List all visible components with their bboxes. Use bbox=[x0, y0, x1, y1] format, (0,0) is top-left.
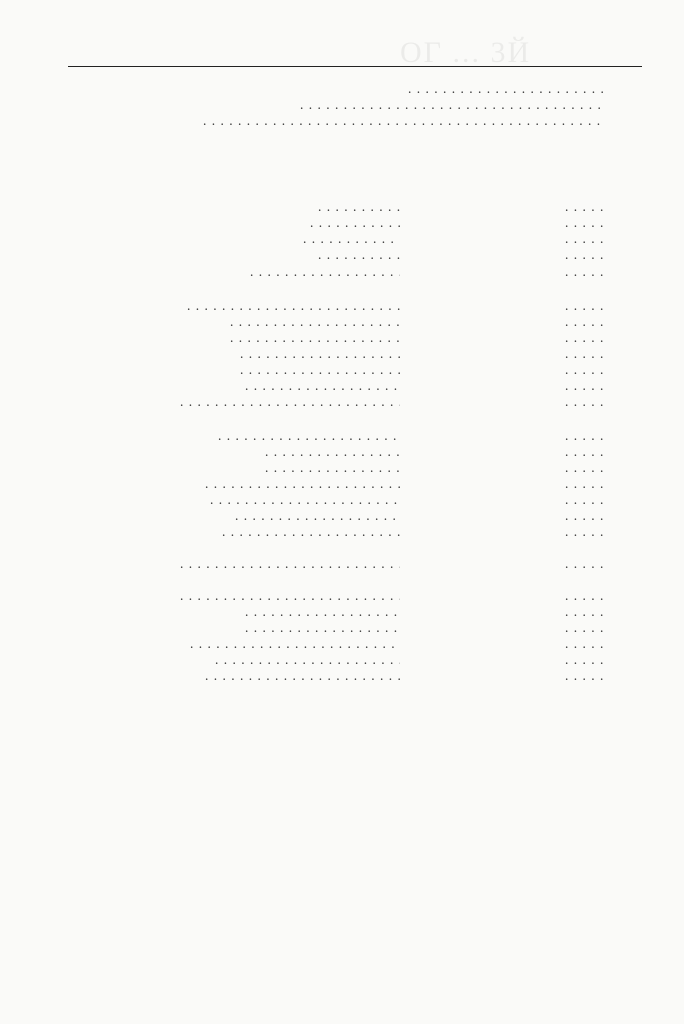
leader-dots bbox=[565, 492, 605, 508]
toc-entry bbox=[0, 460, 684, 476]
toc-entry bbox=[0, 298, 684, 314]
leader-dots bbox=[565, 346, 605, 362]
toc-entry bbox=[0, 508, 684, 524]
page-header bbox=[68, 36, 642, 67]
leader-dots bbox=[565, 247, 605, 263]
toc-entry bbox=[0, 362, 684, 378]
leader-dots bbox=[318, 247, 400, 263]
leader-dots bbox=[408, 81, 604, 97]
leader-dots bbox=[565, 652, 605, 668]
toc-entry-first-line bbox=[0, 540, 684, 556]
leader-dots bbox=[215, 652, 400, 668]
bleed-through-ghost: ОГ ... 3Й bbox=[400, 36, 532, 69]
toc-entry bbox=[0, 476, 684, 492]
leader-dots bbox=[565, 476, 605, 492]
toc-entry bbox=[0, 81, 684, 97]
leader-dots bbox=[565, 199, 605, 215]
leader-dots bbox=[245, 378, 400, 394]
toc-entry bbox=[0, 668, 684, 684]
leader-dots bbox=[565, 298, 605, 314]
toc-entry-first-line bbox=[0, 572, 684, 588]
toc-entry bbox=[0, 314, 684, 330]
leader-dots bbox=[310, 215, 400, 231]
toc-entry bbox=[0, 524, 684, 540]
leader-dots bbox=[565, 362, 605, 378]
leader-dots bbox=[205, 476, 400, 492]
leader-dots bbox=[230, 330, 400, 346]
toc-entry bbox=[0, 215, 684, 231]
leader-dots bbox=[565, 231, 605, 247]
toc-entry bbox=[0, 444, 684, 460]
leader-dots bbox=[180, 556, 400, 572]
leader-dots bbox=[245, 604, 400, 620]
toc-entry bbox=[0, 199, 684, 215]
leader-dots bbox=[303, 231, 400, 247]
leader-dots bbox=[235, 508, 400, 524]
leader-dots bbox=[180, 394, 400, 410]
toc-entry bbox=[0, 556, 684, 572]
toc-entry bbox=[0, 492, 684, 508]
leader-dots bbox=[565, 508, 605, 524]
leader-dots bbox=[565, 314, 605, 330]
leader-dots bbox=[565, 460, 605, 476]
leader-dots bbox=[265, 460, 400, 476]
toc-entry bbox=[0, 231, 684, 247]
leader-dots bbox=[210, 492, 400, 508]
leader-dots bbox=[565, 330, 605, 346]
leader-dots bbox=[565, 556, 605, 572]
toc-entry bbox=[0, 330, 684, 346]
leader-dots bbox=[565, 620, 605, 636]
toc-entry bbox=[0, 97, 684, 113]
leader-dots bbox=[565, 215, 605, 231]
leader-dots bbox=[187, 298, 400, 314]
leader-dots bbox=[565, 524, 605, 540]
leader-dots bbox=[565, 394, 605, 410]
leader-dots bbox=[250, 264, 400, 280]
toc-entry bbox=[0, 378, 684, 394]
leader-dots bbox=[318, 199, 400, 215]
toc-entry bbox=[0, 247, 684, 263]
toc-entry bbox=[0, 620, 684, 636]
leader-dots bbox=[565, 668, 605, 684]
toc-entry bbox=[0, 652, 684, 668]
leader-dots bbox=[180, 588, 400, 604]
leader-dots bbox=[565, 444, 605, 460]
leader-dots bbox=[565, 604, 605, 620]
toc-entry bbox=[0, 604, 684, 620]
toc-entry bbox=[0, 588, 684, 604]
leader-dots bbox=[565, 378, 605, 394]
leader-dots bbox=[565, 636, 605, 652]
toc-entry bbox=[0, 113, 684, 129]
toc-entry bbox=[0, 394, 684, 410]
leader-dots bbox=[190, 636, 400, 652]
leader-dots bbox=[218, 428, 400, 444]
toc-entry bbox=[0, 346, 684, 362]
toc-entry bbox=[0, 636, 684, 652]
leader-dots bbox=[565, 428, 605, 444]
leader-dots bbox=[240, 362, 400, 378]
leader-dots bbox=[265, 444, 400, 460]
leader-dots bbox=[205, 668, 400, 684]
leader-dots bbox=[565, 264, 605, 280]
toc-entry-first-line bbox=[0, 684, 684, 700]
leader-dots bbox=[222, 524, 400, 540]
toc-entry bbox=[0, 428, 684, 444]
leader-dots bbox=[245, 620, 400, 636]
leader-dots bbox=[300, 97, 604, 113]
leader-dots bbox=[203, 113, 604, 129]
leader-dots bbox=[240, 346, 400, 362]
leader-dots bbox=[230, 314, 400, 330]
leader-dots bbox=[565, 588, 605, 604]
toc-entry bbox=[0, 264, 684, 280]
